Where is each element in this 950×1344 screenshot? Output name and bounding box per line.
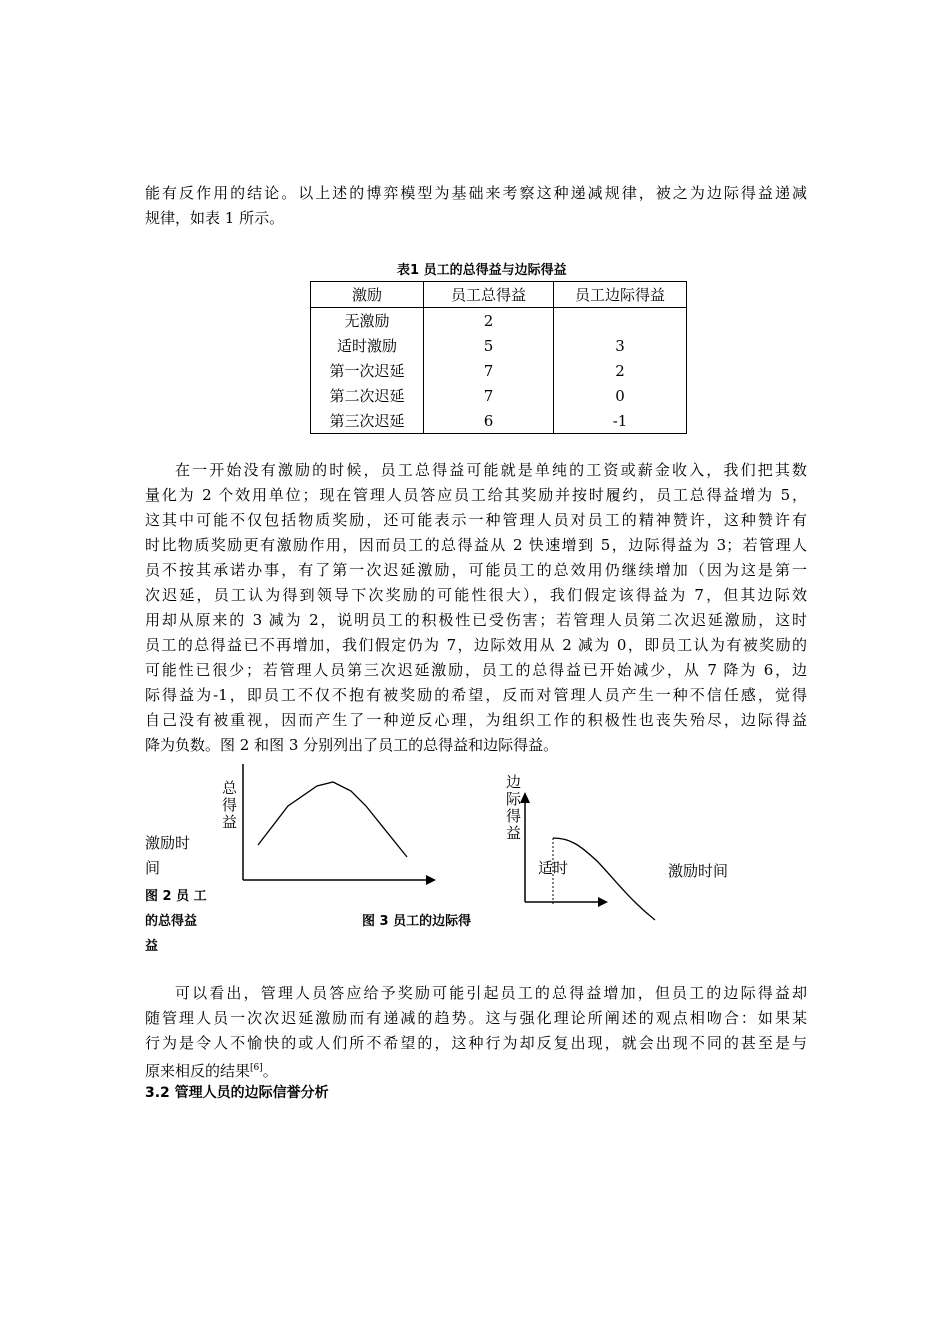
table-cell: 5 <box>424 333 554 358</box>
fig3-marker-label: 适时 <box>538 859 569 877</box>
fig3-x-arrow-icon <box>598 897 608 907</box>
text-line: 时比物质奖励更有激励作用，因而员工的总得益从 2 快速增到 5，边际得益为 3；若管理人 <box>145 536 807 554</box>
fig2-x-label-cont: 间 <box>145 859 161 877</box>
text-line: 规律，如表 1 所示。 <box>145 209 285 227</box>
table-header: 员工边际得益 <box>554 282 687 308</box>
fig2-caption-cont: 的总得益 <box>145 914 198 929</box>
text-line: 在一开始没有激励的时候，员工总得益可能就是单纯的工资或薪金收入，我们把其数 <box>175 461 807 479</box>
fig3-caption: 图 3 员工的边际得 <box>362 914 472 929</box>
fig3-x-label: 激励时间 <box>668 862 729 880</box>
text-line: 用却从原来的 3 减为 2，说明员工的积极性已受伤害；若管理人员第二次迟延激励，这时 <box>145 611 807 629</box>
text-line: 际得益为-1，即员工不仅不抱有被奖励的希望，反而对管理人员产生一种不信任感，觉得 <box>145 686 807 704</box>
text-line: 可能性已很少；若管理人员第三次迟延激励，员工的总得益已开始减少，从 7 降为 6，边 <box>145 661 807 679</box>
fig2-caption-cont2: 益 <box>145 939 159 954</box>
text-line: 原来相反的结果 <box>145 1062 251 1080</box>
text-line: 量化为 2 个效用单位；现在管理人员答应员工给其奖励并按时履约，员工总得益增为 5， <box>145 486 807 504</box>
text-line: 可以看出，管理人员答应给予奖励可能引起员工的总得益增加，但员工的边际得益却 <box>175 984 807 1002</box>
fig3-y-label: 边际得益 <box>506 773 522 842</box>
citation-link[interactable]: [6] <box>250 1063 263 1073</box>
text-line: 。 <box>262 1062 278 1080</box>
table-cell: 第一次迟延 <box>311 358 424 383</box>
table-cell: 适时激励 <box>311 333 424 358</box>
fig2-caption: 图 2 员 工 <box>145 889 207 904</box>
table-cell: 6 <box>424 408 554 434</box>
text-line: 自己没有被重视，因而产生了一种逆反心理，为组织工作的积极性也丧失殆尽，边际得益 <box>145 711 807 729</box>
text-line: 能有反作用的结论。以上述的博弈模型为基础来考察这种递减规律，被之为边际得益递减 <box>145 184 807 202</box>
fig2-x-label: 激励时 <box>145 834 191 852</box>
text-line: 员工的总得益已不再增加，我们假定仍为 7，边际效用从 2 减为 0，即员工认为有被奖励的 <box>145 636 807 654</box>
conclusion-paragraph <box>145 981 807 1084</box>
table-cell: 0 <box>554 383 687 408</box>
fig2-total-gain-curve <box>258 782 407 857</box>
text-line: 次迟延，员工认为得到领导下次奖励的可能性很大），我们假定该得益为 7，但其边际效 <box>145 586 807 604</box>
text-line: 员不按其承诺办事，有了第一次迟延激励，可能员工的总效用仍继续增加（因为这是第一 <box>145 561 807 579</box>
fig2-y-label: 总得益 <box>222 779 238 831</box>
table-header: 员工总得益 <box>424 282 554 308</box>
text-line: 随管理人员一次次迟延激励而有递减的趋势。这与强化理论所阐述的观点相吻合：如果某 <box>145 1009 807 1027</box>
table-cell: 3 <box>554 333 687 358</box>
table-cell: 无激励 <box>311 308 424 334</box>
table-cell: 第二次迟延 <box>311 383 424 408</box>
fig3-marginal-gain-curve <box>553 838 655 920</box>
text-line: 行为是令人不愉快的或人们所不希望的，这种行为却反复出现，就会出现不同的甚至是与 <box>145 1034 807 1052</box>
table-cell: 7 <box>424 358 554 383</box>
table-cell: 2 <box>424 308 554 334</box>
table-header: 激励 <box>311 282 424 308</box>
table-cell: -1 <box>554 408 687 434</box>
table-cell: 2 <box>554 358 687 383</box>
text-line: 这其中可能不仅包括物质奖励，还可能表示一种管理人员对员工的精神赞许，这种赞许有 <box>145 511 807 529</box>
table-caption: 表1 员工的总得益与边际得益 <box>397 263 567 278</box>
table-cell: 7 <box>424 383 554 408</box>
table-cell: 第三次迟延 <box>311 408 424 434</box>
text-line: 降为负数。图 2 和图 3 分别列出了员工的总得益和边际得益。 <box>145 736 559 754</box>
section-heading: 3.2 管理人员的边际信誉分析 <box>145 1085 329 1101</box>
fig2-x-arrow-icon <box>426 875 436 885</box>
figure2-chart <box>243 764 436 885</box>
